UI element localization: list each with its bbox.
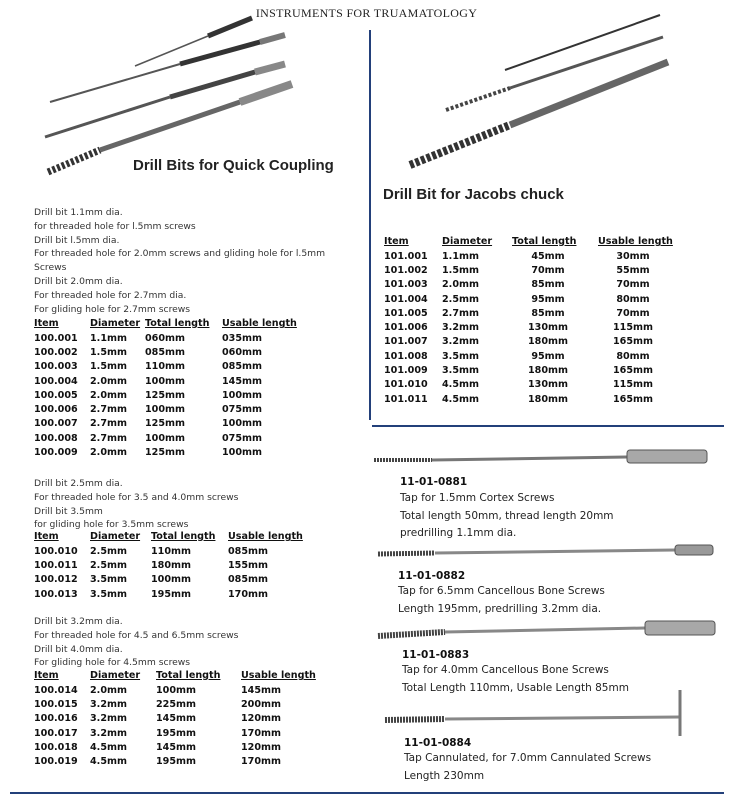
- cell-diameter: 1.5mm: [90, 361, 127, 373]
- cell-item: 101.009: [384, 365, 428, 377]
- table-row: [384, 249, 678, 263]
- cell-total-length: 180mm: [151, 559, 192, 571]
- table-row: [384, 349, 678, 363]
- cell-total-length: 180mm: [527, 365, 569, 377]
- cell-usable-length: 155mm: [228, 559, 269, 571]
- col-diameter: Diameter: [90, 318, 141, 329]
- tap-0883-image: [375, 618, 720, 644]
- tap-code: 11-01-0883: [402, 649, 470, 661]
- tap-code: 11-01-0882: [398, 570, 466, 582]
- cell-usable-length: 170mm: [241, 756, 282, 768]
- cell-total-length: 180mm: [527, 336, 569, 348]
- cell-diameter: 3.5mm: [442, 365, 479, 377]
- cell-total-length: 060mm: [145, 332, 186, 344]
- cell-diameter: 2.5mm: [442, 293, 479, 305]
- table-row: [34, 331, 302, 345]
- col-item: Item: [34, 318, 59, 329]
- table-row: [34, 360, 302, 374]
- col-usable-length: Usable length: [241, 670, 316, 681]
- table-row: [34, 697, 321, 711]
- horizontal-divider: [372, 425, 724, 427]
- table-row: [34, 374, 302, 388]
- cell-diameter: 1.5mm: [442, 264, 479, 276]
- cell-item: 100.010: [34, 545, 78, 557]
- desc-line: For gliding hole for 2.7mm screws: [34, 303, 191, 315]
- tap-0881-image: [372, 446, 722, 468]
- cell-usable-length: 70mm: [616, 279, 650, 291]
- cell-diameter: 2.7mm: [90, 404, 127, 416]
- cell-total-length: 225mm: [156, 698, 197, 710]
- cell-item: 101.011: [384, 393, 428, 405]
- cell-item: 100.003: [34, 361, 78, 373]
- tap-line: Tap Cannulated, for 7.0mm Cannulated Screws: [404, 752, 652, 764]
- table-row: [34, 712, 321, 726]
- cell-total-length: 180mm: [527, 393, 569, 405]
- cell-usable-length: 170mm: [241, 727, 282, 739]
- cell-usable-length: 085mm: [228, 574, 269, 586]
- table-row: [34, 445, 302, 459]
- cell-total-length: 130mm: [527, 322, 569, 334]
- cell-item: 100.005: [34, 389, 78, 401]
- jacobs-chuck-drill-bits-image: [400, 10, 675, 170]
- cell-total-length: 85mm: [531, 279, 565, 291]
- tap-description: [398, 583, 605, 618]
- table-row: [34, 587, 308, 601]
- cell-item: 100.001: [34, 332, 78, 344]
- table-row: [34, 558, 308, 572]
- tap-0882-image: [375, 540, 720, 562]
- cell-usable-length: 100mm: [222, 447, 263, 459]
- quick-coupling-heading: Drill Bits for Quick Coupling: [133, 157, 334, 174]
- cell-item: 101.005: [384, 307, 428, 319]
- table-header-row: [34, 316, 302, 331]
- table-row: [384, 392, 678, 406]
- table-row: [34, 402, 302, 416]
- cell-diameter: 3.2mm: [90, 713, 127, 725]
- cell-item: 100.008: [34, 432, 78, 444]
- desc-line: For threaded hole for 2.0mm screws and gliding hole for l.5mm: [34, 248, 326, 260]
- cell-item: 100.013: [34, 588, 78, 600]
- tap-line: Tap for 1.5mm Cortex Screws: [400, 492, 555, 504]
- tap-line: predrilling 1.1mm dia.: [400, 527, 517, 539]
- cell-total-length: 100mm: [145, 375, 186, 387]
- cell-diameter: 3.2mm: [90, 727, 127, 739]
- desc-line: Drill bit 2.5mm dia.: [34, 478, 123, 489]
- drill-bit-2: [50, 35, 285, 102]
- cell-total-length: 100mm: [151, 574, 192, 586]
- cell-usable-length: 200mm: [241, 698, 282, 710]
- cell-diameter: 2.0mm: [90, 375, 127, 387]
- table-row: [384, 378, 678, 392]
- cell-item: 100.014: [34, 684, 78, 696]
- tap-description: [404, 750, 651, 785]
- table-header-row: [34, 668, 321, 683]
- cell-item: 100.016: [34, 713, 78, 725]
- cell-usable-length: 035mm: [222, 332, 263, 344]
- cell-usable-length: 085mm: [222, 361, 263, 373]
- cell-total-length: 130mm: [527, 379, 569, 391]
- jacobs-heading: Drill Bit for Jacobs chuck: [383, 186, 564, 203]
- cell-item: 100.007: [34, 418, 78, 430]
- cell-usable-length: 120mm: [241, 713, 282, 725]
- cell-total-length: 145mm: [156, 713, 197, 725]
- cell-usable-length: 145mm: [222, 375, 263, 387]
- cell-item: 100.012: [34, 574, 78, 586]
- cell-diameter: 3.2mm: [442, 322, 479, 334]
- cell-item: 100.006: [34, 404, 78, 416]
- table-row: [384, 292, 678, 306]
- group3-table: [34, 668, 321, 769]
- cell-diameter: 1.1mm: [442, 250, 479, 262]
- desc-line: For gliding hole for 4.5mm screws: [34, 657, 191, 669]
- cell-total-length: 100mm: [156, 684, 197, 696]
- cell-diameter: 2.7mm: [90, 418, 127, 430]
- cell-total-length: 70mm: [531, 264, 565, 276]
- tap-0884-image: [380, 688, 720, 738]
- table-row: [384, 320, 678, 334]
- page-header: INSTRUMENTS FOR TRUAMATOLOGY: [255, 6, 478, 20]
- cell-usable-length: 085mm: [228, 545, 269, 557]
- cell-diameter: 2.0mm: [90, 447, 127, 459]
- cell-total-length: 125mm: [145, 447, 186, 459]
- desc-line: For threaded hole for 2.7mm dia.: [34, 289, 187, 301]
- cell-diameter: 4.5mm: [442, 379, 479, 391]
- table-row: [34, 740, 321, 754]
- cell-diameter: 3.5mm: [90, 574, 127, 586]
- cell-usable-length: 30mm: [616, 250, 650, 262]
- desc-line: Screws: [34, 262, 67, 274]
- desc-line: Drill bit 3.5mm: [34, 505, 103, 517]
- cell-usable-length: 165mm: [612, 336, 654, 348]
- table-body: [384, 249, 678, 406]
- cell-usable-length: 70mm: [616, 307, 650, 319]
- cell-diameter: 4.5mm: [90, 756, 127, 768]
- cell-usable-length: 075mm: [222, 432, 263, 444]
- cell-diameter: 2.0mm: [90, 389, 127, 401]
- col-usable-length: Usable length: [598, 236, 673, 247]
- col-total-length: Total length: [156, 670, 221, 681]
- cell-total-length: 100mm: [145, 404, 186, 416]
- cell-total-length: 125mm: [145, 389, 186, 401]
- tap-line: Total length 50mm, thread length 20mm: [400, 509, 614, 522]
- cell-usable-length: 145mm: [241, 684, 282, 696]
- tap-line: Tap for 4.0mm Cancellous Bone Screws: [402, 664, 609, 676]
- tap-code: 11-01-0881: [400, 476, 468, 488]
- cell-item: 101.007: [384, 336, 428, 348]
- cell-diameter: 2.5mm: [90, 545, 127, 557]
- cell-diameter: 2.7mm: [90, 432, 127, 444]
- cell-item: 100.018: [34, 741, 78, 753]
- cell-usable-length: 165mm: [612, 365, 654, 377]
- table-row: [34, 417, 302, 431]
- cell-total-length: 45mm: [531, 250, 565, 262]
- cell-usable-length: 80mm: [616, 293, 650, 305]
- tap-line: Length 195mm, predrilling 3.2mm dia.: [398, 602, 602, 615]
- cell-total-length: 195mm: [156, 727, 197, 739]
- cell-item: 100.011: [34, 559, 78, 571]
- table-row: [34, 544, 308, 558]
- cell-diameter: 2.5mm: [90, 559, 127, 571]
- table-body: [34, 331, 302, 460]
- cell-diameter: 2.7mm: [442, 307, 479, 319]
- cell-total-length: 195mm: [156, 756, 197, 768]
- tap-line: Total Length 110mm, Usable Length 85mm: [402, 681, 629, 694]
- tap-line: Tap for 6.5mm Cancellous Bone Screws: [398, 585, 605, 597]
- cell-diameter: 2.0mm: [442, 279, 479, 291]
- table-row: [384, 335, 678, 349]
- desc-line: for gliding hole for 3.5mm screws: [34, 519, 189, 531]
- cell-diameter: 3.2mm: [442, 336, 479, 348]
- cell-usable-length: 075mm: [222, 404, 263, 416]
- cell-item: 101.004: [384, 293, 428, 305]
- cell-usable-length: 170mm: [228, 588, 269, 600]
- cell-usable-length: 55mm: [616, 264, 650, 276]
- table-header-row: [34, 529, 308, 544]
- cell-total-length: 110mm: [151, 545, 192, 557]
- cell-total-length: 95mm: [531, 350, 565, 362]
- desc-line: For threaded hole for 4.5 and 6.5mm screws: [34, 629, 239, 641]
- desc-line: For threaded hole for 3.5 and 4.0mm screws: [34, 491, 239, 503]
- cell-usable-length: 80mm: [616, 350, 650, 362]
- group2-description: [34, 477, 364, 532]
- col-diameter: Diameter: [90, 670, 141, 681]
- cell-diameter: 1.5mm: [90, 346, 127, 358]
- cell-usable-length: 120mm: [241, 741, 282, 753]
- group1-table: [34, 316, 302, 460]
- table-row: [34, 345, 302, 359]
- tap-description: [400, 490, 614, 543]
- cell-total-length: 95mm: [531, 293, 565, 305]
- vertical-divider: [369, 30, 371, 420]
- cell-usable-length: 165mm: [612, 393, 654, 405]
- cell-total-length: 100mm: [145, 432, 186, 444]
- table-row: [384, 278, 678, 292]
- col-diameter: Diameter: [442, 236, 493, 247]
- table-row: [384, 306, 678, 320]
- cell-usable-length: 115mm: [612, 379, 654, 391]
- desc-line: Drill bit 3.2mm dia.: [34, 616, 123, 627]
- group1-description: [34, 206, 364, 316]
- tap-line: Length 230mm: [404, 769, 485, 782]
- cell-item: 101.008: [384, 350, 428, 362]
- table-header-row: [384, 234, 678, 249]
- desc-line: Drill bit 2.0mm dia.: [34, 275, 123, 287]
- col-item: Item: [384, 236, 409, 247]
- col-item: Item: [34, 531, 59, 542]
- desc-line: Drill bit l.5mm dia.: [34, 234, 120, 246]
- cell-item: 101.010: [384, 379, 428, 391]
- table-row: [34, 726, 321, 740]
- cell-total-length: 085mm: [145, 346, 186, 358]
- col-total-length: Total length: [151, 531, 216, 542]
- table-body: [34, 683, 321, 769]
- table-row: [34, 683, 321, 697]
- cell-total-length: 110mm: [145, 361, 186, 373]
- cell-item: 100.002: [34, 346, 78, 358]
- cell-diameter: 3.5mm: [442, 350, 479, 362]
- desc-line: Drill bit 4.0mm dia.: [34, 643, 123, 655]
- cell-diameter: 2.0mm: [90, 684, 127, 696]
- cell-item: 100.015: [34, 698, 78, 710]
- cell-diameter: 3.5mm: [90, 588, 127, 600]
- col-total-length: Total length: [145, 318, 210, 329]
- cell-total-length: 145mm: [156, 741, 197, 753]
- col-total-length: Total length: [512, 236, 577, 247]
- cell-diameter: 4.5mm: [90, 741, 127, 753]
- col-usable-length: Usable length: [222, 318, 297, 329]
- col-diameter: Diameter: [90, 531, 141, 542]
- cell-item: 100.017: [34, 727, 78, 739]
- cell-diameter: 1.1mm: [90, 332, 127, 344]
- cell-usable-length: 060mm: [222, 346, 263, 358]
- group3-description: [34, 615, 364, 670]
- table-row: [34, 754, 321, 768]
- cell-usable-length: 115mm: [612, 322, 654, 334]
- cell-diameter: 3.2mm: [90, 698, 127, 710]
- col-item: Item: [34, 670, 59, 681]
- cell-item: 101.002: [384, 264, 428, 276]
- group2-table: [34, 529, 308, 601]
- table-row: [34, 573, 308, 587]
- cell-total-length: 195mm: [151, 588, 192, 600]
- cell-item: 101.006: [384, 322, 428, 334]
- cell-item: 100.019: [34, 756, 78, 768]
- table-row: [34, 431, 302, 445]
- cell-item: 100.004: [34, 375, 78, 387]
- cell-item: 100.009: [34, 447, 78, 459]
- cell-usable-length: 100mm: [222, 389, 263, 401]
- cell-item: 101.003: [384, 279, 428, 291]
- table-row: [384, 263, 678, 277]
- col-usable-length: Usable length: [228, 531, 303, 542]
- cell-total-length: 125mm: [145, 418, 186, 430]
- desc-line: Drill bit 1.1mm dia.: [34, 207, 123, 218]
- tap-code: 11-01-0884: [404, 737, 472, 749]
- cell-diameter: 4.5mm: [442, 393, 479, 405]
- cell-item: 101.001: [384, 250, 428, 262]
- cell-usable-length: 100mm: [222, 418, 263, 430]
- jacobs-bit-1: [505, 15, 660, 70]
- table-row: [34, 388, 302, 402]
- table-body: [34, 544, 308, 601]
- jacobs-table: [384, 234, 678, 406]
- desc-line: for threaded hole for l.5mm screws: [34, 220, 196, 232]
- cell-total-length: 85mm: [531, 307, 565, 319]
- bottom-divider: [10, 792, 724, 794]
- table-row: [384, 363, 678, 377]
